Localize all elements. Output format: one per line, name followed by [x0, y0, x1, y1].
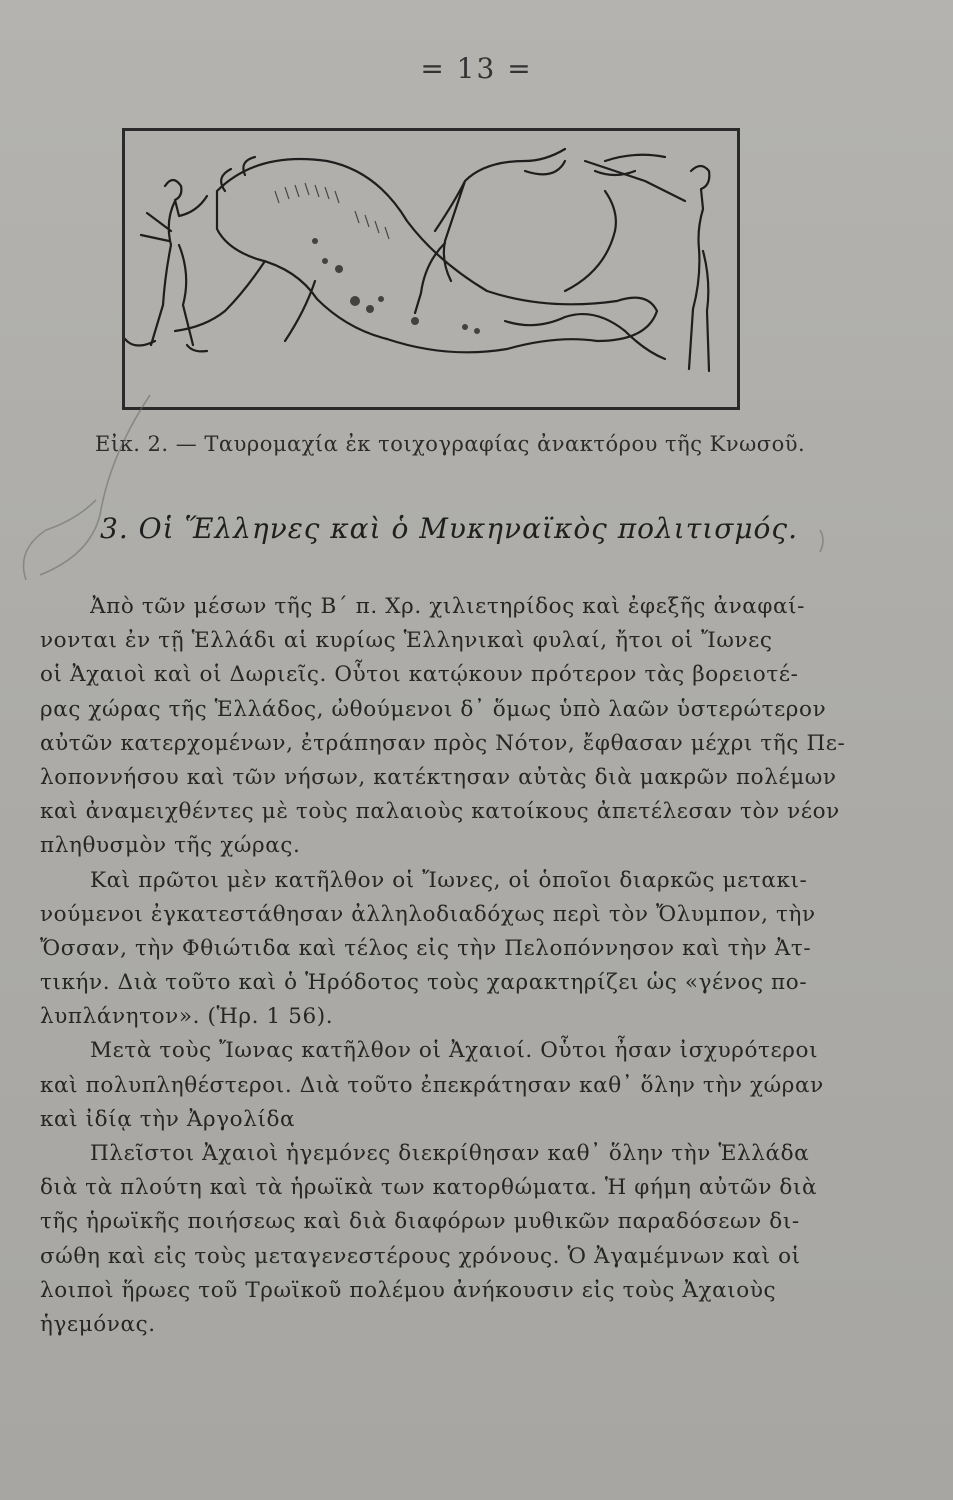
text-line: Πλεῖστοι Ἀχαιοὶ ἡγεμόνες διεκρίθησαν καθ᾽ ὅλην τὴν Ἑλλάδα — [90, 1141, 810, 1166]
text-line: ρας χώρας τῆς Ἑλλάδος, ὠθούμενοι δ᾽ ὅμως ὑπὸ λαῶν ὑστερώτερον — [40, 696, 827, 722]
text-line: ἡγεμόνας. — [40, 1311, 156, 1337]
text-line: Καὶ πρῶτοι μὲν κατῆλθον οἱ Ἴωνες, οἱ ὁποῖοι διαρκῶς μετακι- — [90, 867, 808, 893]
text-line: καὶ ἰδίᾳ τὴν Ἀργολίδα — [40, 1106, 296, 1132]
text-line: λοποννήσου καὶ τῶν νήσων, κατέκτησαν αὐτὰς διὰ μακρῶν πολέμων — [40, 764, 837, 790]
text-line: νούμενοι ἐγκατεστάθησαν ἀλληλοδιαδόχως περὶ τὸν Ὄλυμπον, τὴν — [40, 901, 816, 927]
text-line: νονται ἐν τῇ Ἑλλάδι αἱ κυρίως Ἑλληνικαὶ φυλαί, ἤτοι οἱ Ἴωνες — [40, 628, 773, 654]
text-line: σώθη καὶ εἰς τοὺς μεταγενεστέρους χρόνους. Ὁ Ἀγαμέμνων καὶ οἱ — [40, 1243, 801, 1269]
body-text — [40, 590, 856, 1342]
bull-figure — [217, 159, 657, 352]
text-line: λυπλάνητον». (Ἡρ. 1 56). — [40, 1004, 334, 1030]
fresco-illustration — [122, 128, 740, 410]
text-line: καὶ πολυπληθέστεροι. Διὰ τοῦτο ἐπεκράτησαν καθ᾽ ὅλην τὴν χώραν — [40, 1072, 824, 1098]
figure-caption: Εἰκ. 2. — Ταυρομαχία ἐκ τοιχογραφίας ἀνακτόρου τῆς Κνωσοῦ. — [95, 432, 806, 456]
page-number: = 13 = — [420, 52, 533, 85]
text-line: Μετὰ τοὺς Ἴωνας κατῆλθον οἱ Ἀχαιοί. Οὗτοι ἦσαν ἰσχυρότεροι — [90, 1038, 819, 1064]
right-figure — [585, 161, 709, 371]
text-line: αὐτῶν κατερχομένων, ἐτράπησαν πρὸς Νότον, ἔφθασαν μέχρι τῆς Πε- — [40, 730, 846, 756]
text-line: καὶ ἀναμειχθέντες μὲ τοὺς παλαιοὺς κατοίκους ἀπετέλεσαν τὸν νέον — [40, 799, 840, 825]
text-line: οἱ Ἀχαιοὶ καὶ οἱ Δωριεῖς. Οὗτοι κατῴκουν πρότερον τὰς βορειοτέ- — [40, 662, 799, 688]
section-heading: 3. Οἱ Ἕλληνες καὶ ὁ Μυκηναϊκὸς πολιτισμός. — [100, 512, 798, 545]
text-line: τικήν. Διὰ τοῦτο καὶ ὁ Ἡρόδοτος τοὺς χαρακτηρίζει ὡς «γένος πο- — [40, 970, 808, 996]
text-line: πληθυσμὸν τῆς χώρας. — [40, 833, 301, 859]
text-line: τῆς ἡρωϊκῆς ποιήσεως καὶ διὰ διαφόρων μυθικῶν παραδόσεων δι- — [40, 1209, 800, 1235]
text-line: Ἀπὸ τῶν μέσων τῆς Β΄ π. Χρ. χιλιετηρίδος καὶ ἐφεξῆς ἀναφαί- — [90, 594, 806, 619]
text-line: διὰ τὰ πλούτη καὶ τὰ ἡρωϊκὰ των κατορθώματα. Ἡ φήμη αὐτῶν διὰ — [40, 1175, 818, 1201]
text-line: λοιποὶ ἥρωες τοῦ Τρωϊκοῦ πολέμου ἀνήκουσιν εἰς τοὺς Ἀχαιοὺς — [40, 1277, 777, 1303]
left-figure — [141, 180, 207, 345]
text-line: Ὄσσαν, τὴν Φθιώτιδα καὶ τέλος εἰς τὴν Πελοπόννησον καὶ τὴν Ἀτ- — [40, 935, 812, 961]
bull-leaping-fresco-drawing — [125, 131, 737, 407]
